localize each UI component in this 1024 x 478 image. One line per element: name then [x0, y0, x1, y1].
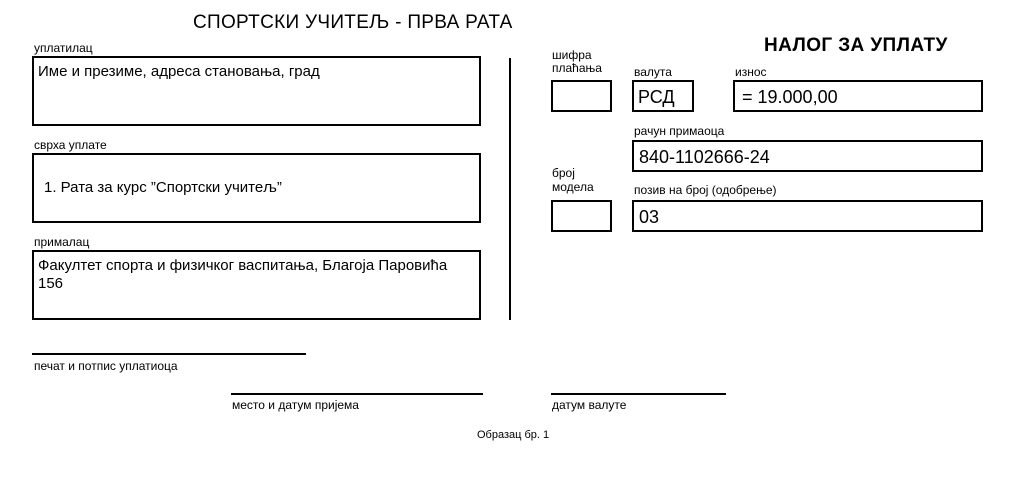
purpose-value: 1. Рата за курс ”Спортски учитељ”: [44, 179, 282, 196]
column-divider: [509, 58, 511, 320]
payer-field[interactable]: [32, 56, 481, 126]
purpose-field[interactable]: [32, 153, 481, 223]
amount-field[interactable]: [733, 80, 983, 112]
reference-field[interactable]: [632, 200, 983, 232]
payer-label: уплатилац: [34, 41, 93, 55]
model-number-label-1: број: [552, 166, 575, 180]
currency-label: валута: [634, 65, 672, 79]
place-date-line: [231, 393, 483, 395]
value-date-label: датум валуте: [552, 398, 627, 412]
payer-value: Име и презиме, адреса становања, град: [38, 63, 320, 80]
signature-label: печат и потпис уплатиоца: [34, 359, 178, 373]
amount-value: = 19.000,00: [742, 87, 838, 107]
form-number: Образац бр. 1: [477, 429, 550, 441]
form-title: НАЛОГ ЗА УПЛАТУ: [764, 35, 948, 56]
value-date-line: [551, 393, 726, 395]
recipient-value: Факултет спорта и физичког васпитања, Благоја Паровића 156: [38, 257, 448, 292]
document-header: СПОРТСКИ УЧИТЕЉ - ПРВА РАТА: [193, 12, 513, 33]
account-field[interactable]: [632, 140, 983, 172]
reference-label: позив на број (одобрење): [634, 183, 777, 197]
currency-value: РСД: [638, 87, 675, 107]
payment-code-label-1: шифра: [552, 48, 592, 62]
place-date-label: место и датум пријема: [232, 398, 359, 412]
recipient-field[interactable]: [32, 250, 481, 320]
model-number-field[interactable]: [551, 200, 612, 232]
recipient-label: прималац: [34, 235, 90, 249]
account-value: 840-1102666-24: [639, 147, 770, 167]
payment-code-label-2: плаћања: [552, 61, 602, 75]
purpose-label: сврха уплате: [34, 138, 107, 152]
payment-code-field[interactable]: [551, 80, 612, 112]
model-number-label-2: модела: [552, 180, 594, 194]
reference-value: 03: [639, 207, 660, 227]
account-label: рачун примаоца: [634, 124, 725, 138]
model-number-value: [553, 202, 610, 210]
currency-field[interactable]: [632, 80, 694, 112]
amount-label: износ: [735, 65, 767, 79]
payment-code-value: [553, 82, 610, 90]
signature-line: [32, 353, 306, 355]
